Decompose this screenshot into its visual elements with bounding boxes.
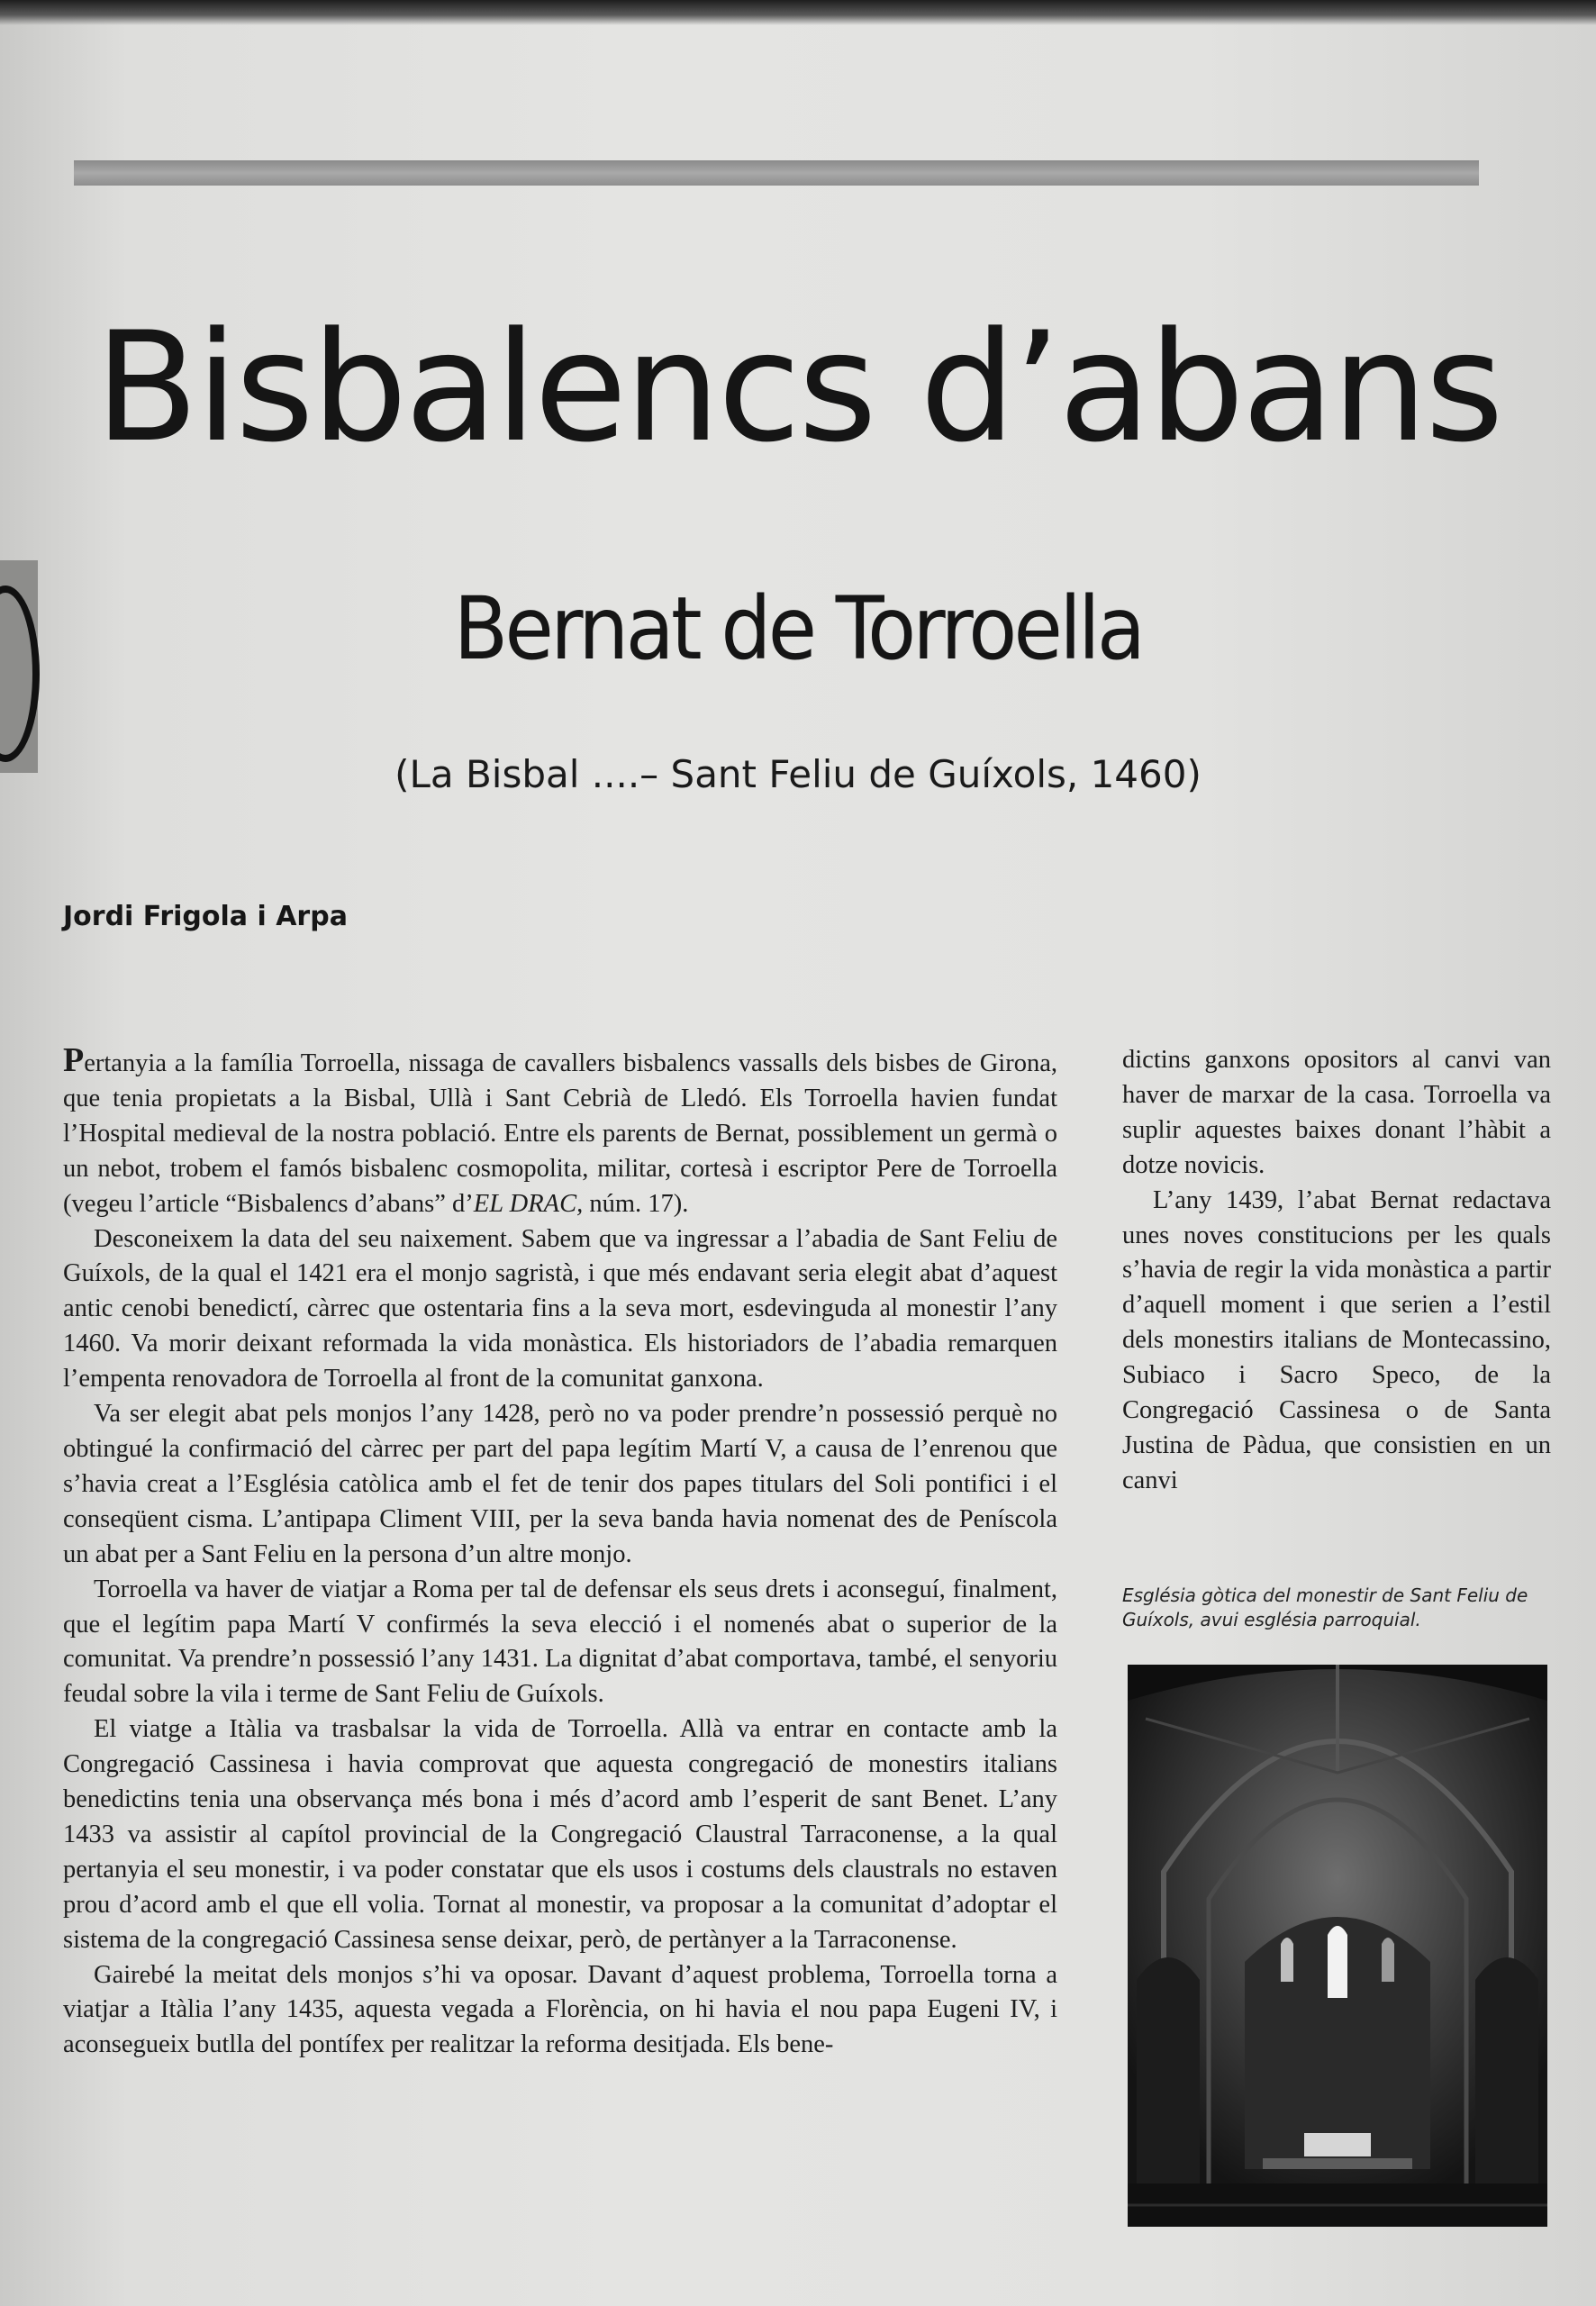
- side-text-column: [1122, 1043, 1551, 1499]
- side-paragraph-2: L’any 1439, l’abat Bernat redactava unes noves constitucions per les quals s’havia de regir la vida monàstica a partir d’aquell moment i que serien a l’estil dels monestirs italians de Montecassino, Subiaco i Sacro Speco, de la Congregació Cassinesa o de Santa Justina de Pàdua, que consistien en un canvi: [1122, 1185, 1551, 1494]
- magazine-reference: EL DRAC,: [473, 1189, 584, 1218]
- paragraph-3: Va ser elegit abat pels monjos l’any 1428, però no va poder prendre’n possessió perquè no obtingué la confirmació del càrrec per part del papa legítim Martí V, a causa de l’enrenou que s’havia creat a l’Església catòlica amb el fet de tenir dos papes titulars del Soli pontifici i el conseqüent cisma. L’antipapa Climent VIII, per la seva banda havia nomenat des de Peníscola un abat per a Sant Feliu en la persona d’un altre monjo.: [63, 1400, 1057, 1568]
- paragraph-6: Gairebé la meitat dels monjos s’hi va oposar. Davant d’aquest problema, Torroella torna a viatjar a Itàlia l’any 1435, aquesta vegada a Florència, on hi havia el nou papa Eugeni IV, i aconsegueix butlla del pontífex per realitzar la reforma desitjada. Els bene-: [63, 1960, 1057, 2059]
- header-rule: [74, 160, 1479, 186]
- main-text-column: [63, 1043, 1057, 2063]
- article-title: Bisbalencs d’abans: [95, 299, 1501, 476]
- paragraph-1: [63, 1043, 1057, 1222]
- article-subtitle: Bernat de Torroella: [453, 578, 1143, 679]
- paragraph-4: Torroella va haver de viatjar a Roma per tal de defensar els seus drets i aconseguí, finalment, que el legítim papa Martí V confirmés la seva elecció i el nomenés abat o superior de la comunitat. Va prendre’n possessió l’any 1431. La dignitat d’abat comportava, també, el senyoriu feudal sobre la vila i terme de Sant Feliu de Guíxols.: [63, 1575, 1057, 1709]
- paragraph-5: El viatge a Itàlia va trasbalsar la vida de Torroella. Allà va entrar en contacte amb la Congregació Cassinesa i havia comprovat que aquesta congregació de monestirs italians benedictins tenia una observança més bona i més d’acord amb l’esperit de sant Benet. L’any 1433 va assistir al capítol provincial de la Congregació Claustral Tarraconense, a la qual pertanyia el seu monestir, i va poder constatar que els usos i costums dels claustrals no estaven prou d’acord amb el que ell volia. Tornat al monestir, va proposar a la comunitat d’adoptar el sistema de la congregació Cassinesa sense deixar, però, de pertànyer a la Tarraconense.: [63, 1715, 1057, 1954]
- article-author: Jordi Frigola i Arpa: [63, 901, 348, 932]
- church-interior-photo: [1128, 1665, 1547, 2227]
- paragraph-1-end: núm. 17).: [583, 1189, 689, 1218]
- side-paragraph-1: dictins ganxons opositors al canvi van haver de marxar de la casa. Torroella va suplir aquestes baixes donant l’hàbit a dotze novicis.: [1122, 1046, 1551, 1179]
- church-interior-illustration: [1128, 1665, 1547, 2227]
- paragraph-1-text: ertanyia a la família Torroella, nissaga de cavallers bisbalencs vassalls dels bisbes de Girona, que tenia propietats a la Bisbal, Ullà i Sant Cebrià de Lledó. Els Torroella havien fundat l’Hospital medieval de la nostra població. Entre els parents de Bernat, possiblement un germà o un nebot, trobem el famós bisbalenc cosmopolita, militar, cortesà i escriptor Pere de Torroella (vegeu l’article “Bisbalencs d’abans” d’: [63, 1049, 1057, 1218]
- initial-letter: P: [63, 1041, 85, 1079]
- page-top-shadow: [0, 0, 1596, 25]
- paragraph-2: Desconeixem la data del seu naixement. Sabem que va ingressar a l’abadia de Sant Feliu de Guíxols, de la qual el 1421 era el monjo sagristà, i que més endavant seria elegit abat d’aquest antic cenobi benedictí, càrrec que ostentaria fins a la seva mort, esdevinguda al monestir l’any 1460. Va morir deixant reformada la vida monàstica. Els historiadors de l’abadia remarquen l’empenta renovadora de Torroella al front de la comunitat ganxona.: [63, 1224, 1057, 1394]
- article-dates: (La Bisbal ....– Sant Feliu de Guíxols, 1460): [394, 752, 1202, 796]
- photo-caption: Església gòtica del monestir de Sant Feliu de Guíxols, avui església parroquial.: [1122, 1584, 1528, 1630]
